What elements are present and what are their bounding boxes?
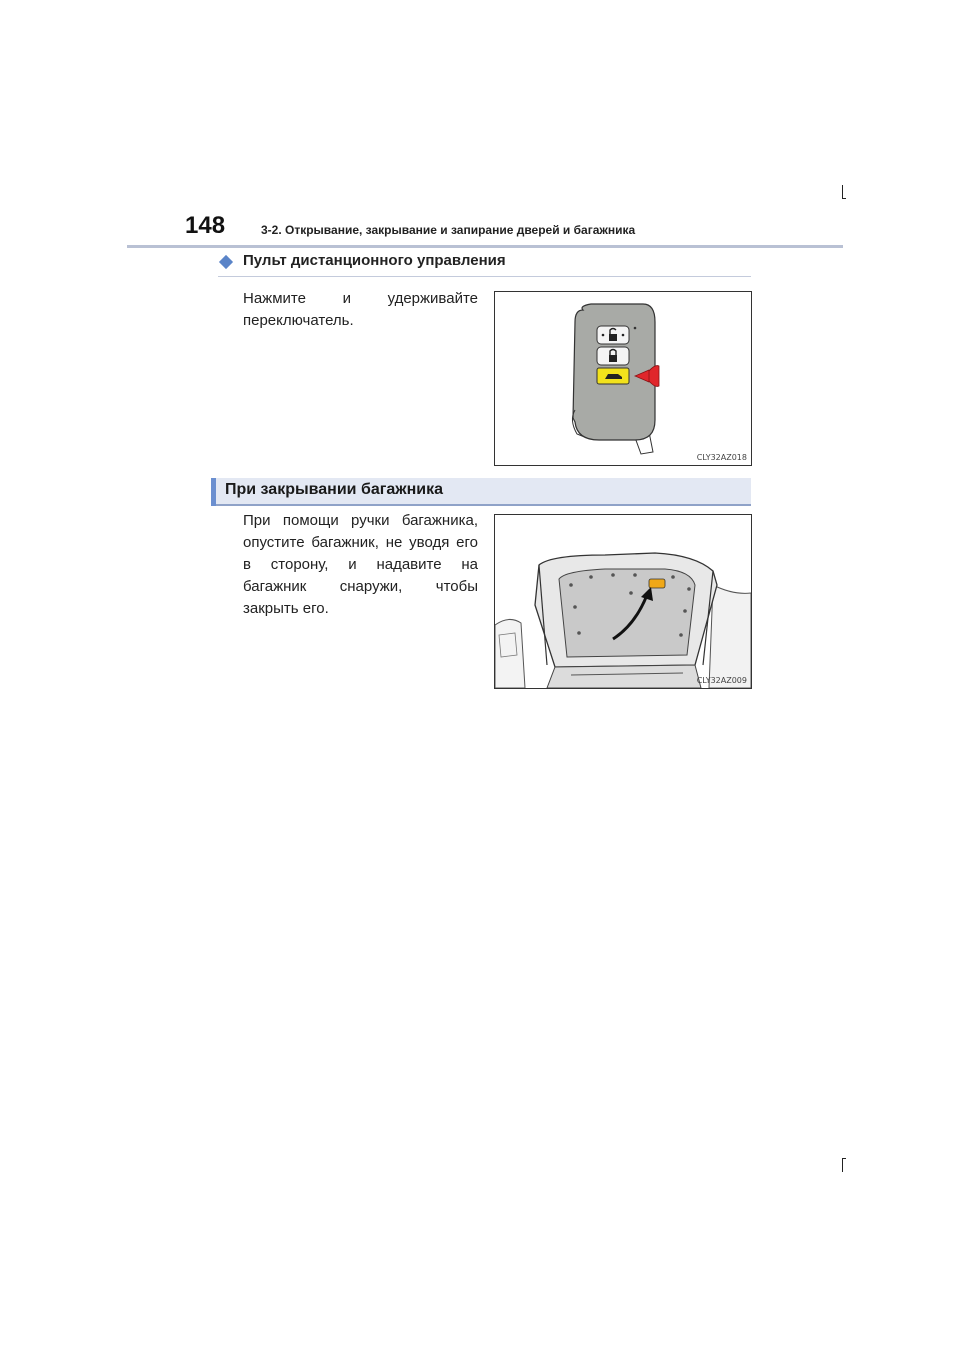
lock-icon	[597, 347, 629, 365]
remote-instruction-text: Нажмите и удерживайте переключатель.	[243, 290, 478, 329]
header-rule	[127, 245, 843, 248]
page-number: 148	[185, 212, 226, 239]
figure-code: CLY32AZ009	[696, 676, 747, 685]
trunk-illustration	[495, 515, 751, 688]
chapter-header: 3-2. Открывание, закрывание и запирание дверей и багажника	[261, 223, 636, 237]
diamond-bullet-icon	[219, 255, 233, 269]
crop-mark-top-tick	[842, 198, 846, 199]
crop-mark-bottom	[842, 1158, 843, 1172]
key-fob-figure	[494, 291, 752, 466]
section-title: При закрывании багажника	[225, 481, 444, 498]
section-heading-closing	[211, 478, 751, 506]
trunk-figure	[494, 514, 752, 689]
section-accent-bar	[211, 478, 216, 506]
subsection-title: Пульт дистанционного управления	[243, 252, 506, 269]
closing-instruction-text: При помощи ручки багажника, опустите багажник, не уводя его в сторону, и надавите на багажник снаружи, чтобы закрыть его.	[243, 512, 478, 617]
crop-mark-bottom-tick	[842, 1158, 846, 1159]
subsection-remote-heading	[218, 252, 751, 277]
crop-mark-top	[842, 185, 843, 199]
trunk-icon	[597, 368, 629, 384]
unlock-icon	[597, 326, 629, 344]
trunk-handle	[649, 579, 665, 588]
key-fob-illustration	[495, 292, 751, 465]
figure-code: CLY32AZ018	[696, 453, 747, 462]
